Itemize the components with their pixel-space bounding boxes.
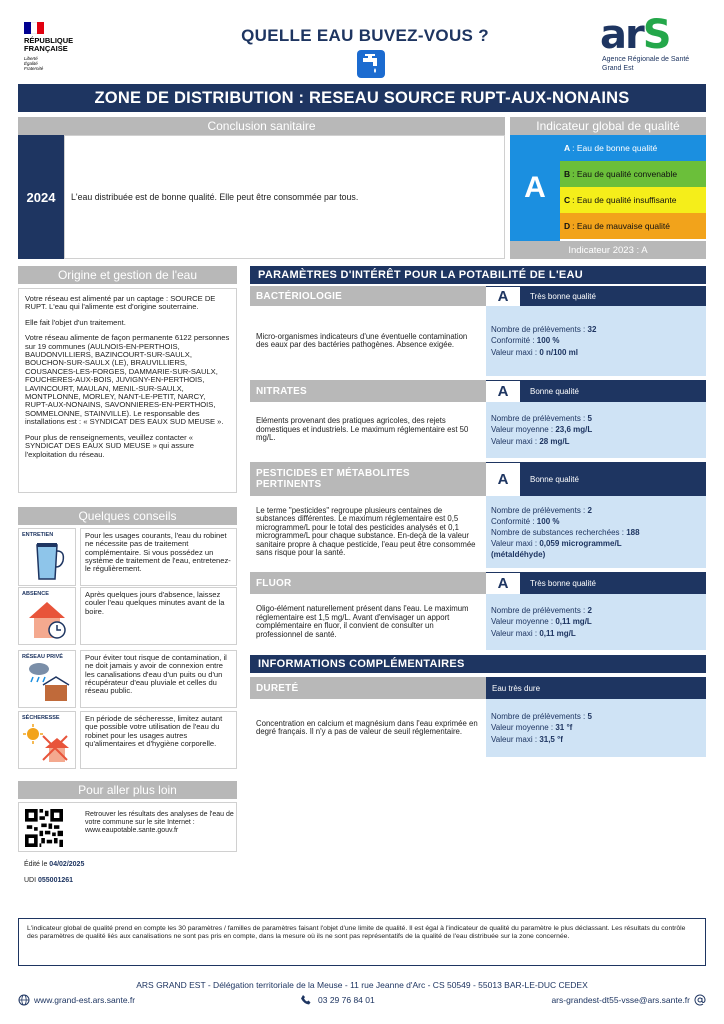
fluor-grade: A bbox=[486, 572, 520, 594]
advice-secheresse bbox=[18, 711, 237, 771]
pesticides-grade: A bbox=[486, 462, 520, 496]
scale-a: A : Eau de bonne qualité bbox=[560, 135, 706, 161]
phone-icon bbox=[300, 994, 312, 1006]
zone-banner: ZONE DE DISTRIBUTION : RESEAU SOURCE RUPT-AUX-NONAINS bbox=[18, 84, 706, 112]
qr-code-icon[interactable] bbox=[25, 809, 63, 847]
globe-icon bbox=[18, 994, 30, 1006]
bacterio-title: BACTÉRIOLOGIE bbox=[250, 286, 486, 306]
origin-p4: Pour plus de renseignements, veuillez contacter « SYNDICAT DES EAUX SUD MEUSE » qui assure l'exploitation du réseau. bbox=[25, 432, 194, 459]
advice-absence bbox=[18, 587, 237, 647]
footer-phone[interactable]: 03 29 76 84 01 bbox=[300, 994, 375, 1006]
further-body bbox=[18, 802, 237, 852]
advice-text: Pour éviter tout risque de contamination, il ne doit jamais y avoir de connexion entre les canalisations d'eau d'un puits ou d'un récupérateur d'eau pluviale et celles du réseau public. bbox=[80, 650, 237, 708]
durete-desc: Concentration en calcium et magnésium dans l'eau exprimée en degré français. Il n'y a pas de valeur de seuil réglementaire. bbox=[256, 718, 478, 736]
rf-motto-3: Fraternité bbox=[24, 66, 44, 71]
origin-body bbox=[18, 288, 237, 493]
ars-logo bbox=[596, 14, 706, 80]
footer-email[interactable]: ars-grandest-dt55-vsse@ars.sante.fr bbox=[520, 994, 706, 1006]
origin-p1: Votre réseau est alimenté par un captage : SOURCE DE RUPT. L'eau qui l'alimente est d'origine souterraine. bbox=[25, 294, 216, 312]
ars-region: Grand Est bbox=[602, 65, 634, 72]
sun-drought-icon: SÉCHERESSE bbox=[18, 711, 76, 769]
ars-word: ar bbox=[600, 12, 643, 58]
conclusion-header: Conclusion sanitaire bbox=[18, 117, 505, 135]
bacterio-values: Nombre de prélèvements : 32 Conformité : 100 % Valeur maxi : 0 n/100 ml bbox=[486, 306, 706, 376]
year-box: 2024 bbox=[18, 135, 64, 259]
footer-address: ARS GRAND EST - Délégation territoriale de la Meuse - 11 rue Jeanne d'Arc - CS 50549 - 55013 BAR-LE-DUC CEDEX bbox=[136, 980, 588, 990]
well-rain-icon: RÉSEAU PRIVÉ bbox=[18, 650, 76, 708]
scale-c: C : Eau de qualité insuffisante bbox=[560, 187, 706, 213]
footnote: L'indicateur global de qualité prend en compte les 30 paramètres / familles de paramètres faisant l'objet d'une limite de qualité. Il est égal à l'indicateur de qualité du paramètre le plus déclassant. Les résultats du contrôle des paramètres de qualité liés aux canalisations ne sont pas pris en compte, dans la mesure où ils ne sont pas représentatifs de la qualité de l'eau distribuée sur la zone concernée. bbox=[18, 918, 706, 966]
params-header: PARAMÈTRES D'INTÉRÊT POUR LA POTABILITÉ DE L'EAU bbox=[250, 266, 706, 284]
fluor-values: Nombre de prélèvements : 2 Valeur moyenne : 0,11 mg/L Valeur maxi : 0,11 mg/L bbox=[486, 594, 706, 650]
nitrates-desc: Eléments provenant des pratiques agricoles, des rejets domestiques et industriels. Le maximum réglementaire est 50 mg/L. bbox=[256, 416, 469, 443]
info-header: INFORMATIONS COMPLÉMENTAIRES bbox=[250, 655, 706, 673]
global-grade: A bbox=[510, 135, 560, 241]
fluor-desc: Oligo-élément naturellement présent dans l'eau. Le maximum réglementaire est 1,5 mg/L. Avant d'envisager un apport complémentaire en fluor, il convient de consulter un professionnel de santé. bbox=[256, 604, 469, 639]
ars-subtitle: Agence Régionale de Santé bbox=[602, 56, 690, 63]
advice-text: Pour les usages courants, l'eau du robinet ne nécessite pas de traitement complémentaire. Si vous possédez un système de traitement de l'eau, entretenez-le régulièrement. bbox=[80, 528, 237, 586]
pesticides-title: PESTICIDES ET MÉTABOLITES PERTINENTS bbox=[250, 462, 486, 496]
rf-line-1: RÉPUBLIQUE bbox=[24, 36, 74, 45]
pesticides-values: Nombre de prélèvements : 2 Conformité : 100 % Nombre de substances recherchées : 188 Valeur maxi : 0,059 microgramme/L (métaldéhyde) bbox=[486, 496, 706, 568]
advice-reseau-prive bbox=[18, 650, 237, 710]
advice-text: En période de sécheresse, limitez autant que possible votre utilisation de l'eau du robinet pour les usages autres qu'alimentaires et d'hygiène corporelle. bbox=[80, 711, 237, 769]
scale-b: B : Eau de qualité convenable bbox=[560, 161, 706, 187]
fluor-title: FLUOR bbox=[250, 572, 486, 594]
tap-icon bbox=[357, 50, 385, 78]
bacterio-grade: A bbox=[486, 286, 520, 306]
page-title: QUELLE EAU BUVEZ-VOUS ? bbox=[241, 26, 489, 45]
at-sign-icon bbox=[694, 994, 706, 1006]
previous-indicator: Indicateur 2023 : A bbox=[510, 241, 706, 259]
republique-francaise-logo bbox=[24, 22, 80, 78]
indicator-header: Indicateur global de qualité bbox=[510, 117, 706, 135]
origin-p3: Votre réseau alimente de façon permanente 6122 personnes sur 19 communes (AULNOIS-EN-PERTHOIS, BAUDONVILLIERS, BAZINCOURT-SUR-SAULX, BOUCHON-SUR-SAULX (LE), BRAUVILLIERS, COUSANCES-LES-FORGES, DAMMARIE-SUR-SAULX, FOUCHERES-AUX-BOIS, JUVIGNY-EN-PERTHOIS, LAVINCOURT, MAULAN, MENIL-SUR-SAULX, MONTPLONNE, MORLEY, NANT-LE-PETIT, NARCY, RUPT-AUX-NONAINS, SAVONNIERES-EN-PERTHOIS, SOMMELONNE, STAINVILLE). Le responsable des installations est : « SYNDICAT DES EAUX SUD MEUSE ». bbox=[25, 333, 230, 427]
advice-header: Quelques conseils bbox=[18, 507, 237, 525]
rf-line-2: FRANÇAISE bbox=[24, 44, 68, 53]
further-header: Pour aller plus loin bbox=[18, 781, 237, 799]
fluor-quality: Très bonne qualité bbox=[520, 572, 706, 594]
french-flag-icon bbox=[24, 22, 44, 34]
nitrates-quality: Bonne qualité bbox=[520, 380, 706, 402]
pesticides-quality: Bonne qualité bbox=[520, 462, 706, 496]
rf-motto-1: Liberté bbox=[24, 56, 38, 61]
bacterio-desc: Micro-organismes indicateurs d'une éventuelle contamination des eaux par des bactéries pathogènes. Absence exigée. bbox=[256, 331, 468, 349]
pesticides-desc: Le terme "pesticides" regroupe plusieurs centaines de substances différentes. Le maximum réglementaire est 0,5 microgramme/L pour le total des pesticides analysés et 0,1 microgramme/L pour chaque substance. En-deçà de la valeur sanitaire propre à chaque pesticide, l'eau peut être consommée sans risque pour la santé. bbox=[256, 505, 476, 557]
footer-website[interactable]: www.grand-est.ars.sante.fr bbox=[18, 994, 135, 1006]
durete-quality: Eau très dure bbox=[486, 677, 706, 699]
house-absence-icon: ABSENCE bbox=[18, 587, 76, 645]
edit-date: Édité le 04/02/2025 bbox=[24, 861, 85, 868]
ars-s: S bbox=[642, 12, 670, 58]
durete-title: DURETÉ bbox=[250, 677, 486, 699]
advice-text: Après quelques jours d'absence, laissez couler l'eau quelques minutes avant de la boire. bbox=[80, 587, 237, 645]
rf-motto-2: Égalité bbox=[24, 61, 38, 66]
conclusion-text: L'eau distribuée est de bonne qualité. Elle peut être consommée par tous. bbox=[64, 135, 505, 259]
origin-header: Origine et gestion de l'eau bbox=[18, 266, 237, 284]
further-text: Retrouver les résultats des analyses de l'eau de votre commune sur le site Internet : www.eaupotable.sante.gouv.fr bbox=[85, 811, 234, 834]
scale-d: D : Eau de mauvaise qualité bbox=[560, 213, 706, 239]
udi-code: UDI 055001261 bbox=[24, 877, 74, 884]
bacterio-quality: Très bonne qualité bbox=[520, 286, 706, 306]
water-pitcher-icon: ENTRETIEN bbox=[18, 528, 76, 586]
advice-entretien bbox=[18, 528, 237, 588]
origin-p2: Elle fait l'objet d'un traitement. bbox=[25, 317, 126, 327]
nitrates-grade: A bbox=[486, 380, 520, 402]
durete-values: Nombre de prélèvements : 5 Valeur moyenne : 31 °f Valeur maxi : 31,5 °f bbox=[486, 699, 706, 757]
nitrates-title: NITRATES bbox=[250, 380, 486, 402]
nitrates-values: Nombre de prélèvements : 5 Valeur moyenne : 23,6 mg/L Valeur maxi : 28 mg/L bbox=[486, 402, 706, 458]
